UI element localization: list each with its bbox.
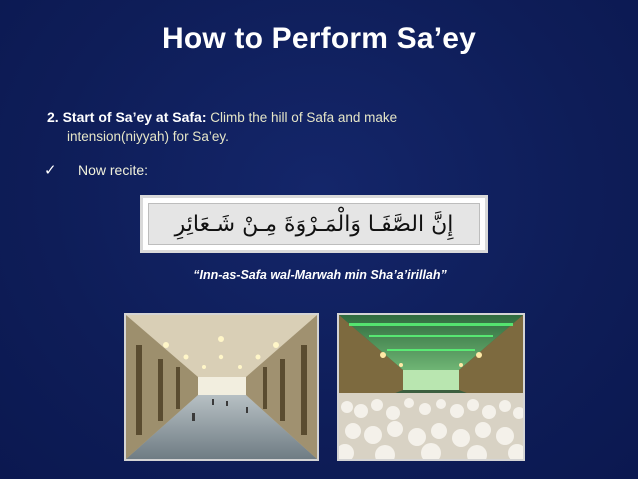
corridor-illustration <box>126 315 317 459</box>
arabic-verse-box <box>140 195 488 253</box>
checkmark-icon: ✓ <box>44 162 57 179</box>
recite-bullet <box>44 161 148 179</box>
step-heading: 2. Start of Sa’ey at Safa: <box>47 109 207 125</box>
verse-transliteration: “Inn-as-Safa wal-Marwah min Sha’a’irillah” <box>193 268 447 282</box>
crowd-illustration <box>339 315 523 459</box>
pilgrims-crowd-photo <box>337 313 525 461</box>
masa-corridor-photo <box>124 313 319 461</box>
arabic-verse-text: إِنَّ الصَّفَـا وَالْمَـرْوَةَ مِـنْ شَـعَائِرِ <box>174 211 454 237</box>
recite-label: Now recite: <box>78 162 149 178</box>
slide-title: How to Perform Sa’ey <box>161 22 477 55</box>
step-paragraph <box>47 108 517 146</box>
step-text-line1: Climb the hill of Safa and make <box>210 110 398 125</box>
step-text-line2: intension(niyyah) for Sa’ey. <box>67 129 229 144</box>
arabic-verse-inner <box>148 203 480 245</box>
